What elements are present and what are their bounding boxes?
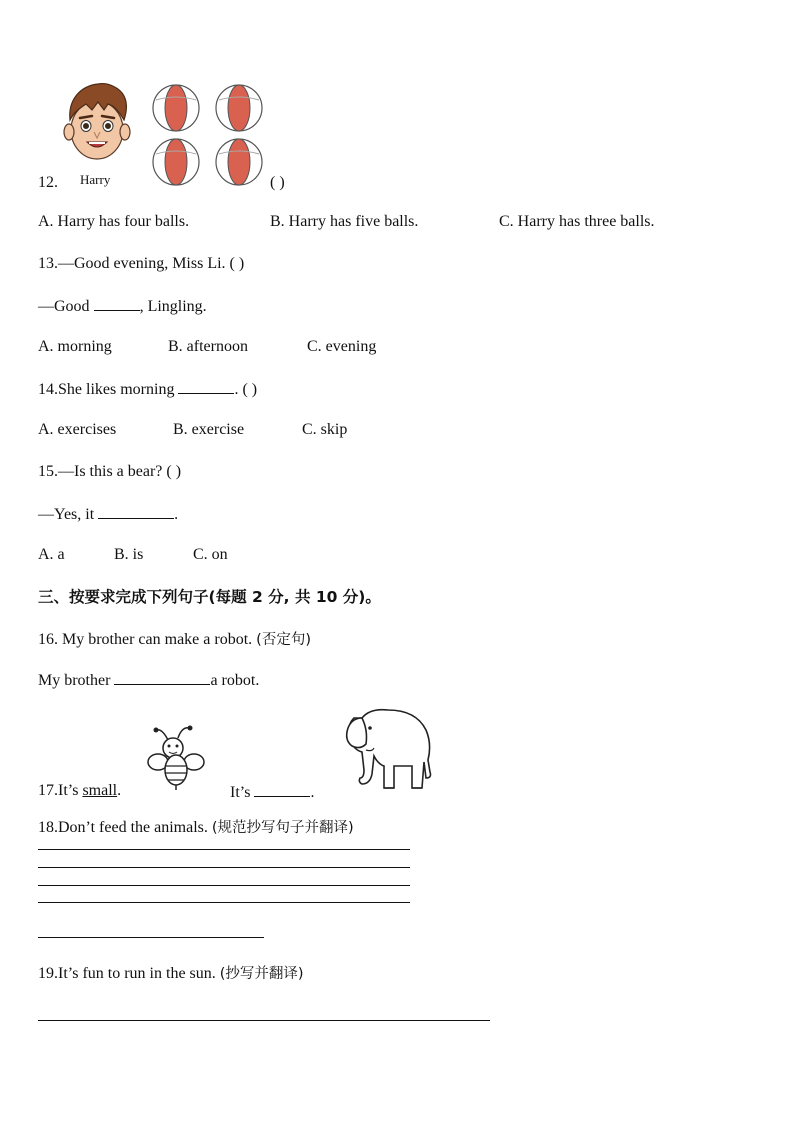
q17-second-suffix: . <box>310 784 315 801</box>
q17-after-underline: . <box>117 782 122 799</box>
q15-line2-prefix: —Yes, it <box>38 506 99 523</box>
q18-writing-line-3[interactable] <box>38 885 410 886</box>
q19-instruction: (抄写并翻译) <box>219 966 304 982</box>
question-12-answer-paren[interactable]: ( ) <box>270 174 285 191</box>
question-15-line-1: 15.—Is this a bear? ( ) <box>38 463 182 480</box>
boy-harry-illustration <box>58 80 136 162</box>
question-14-line <box>38 379 257 399</box>
q14-answer-blank[interactable] <box>178 379 234 394</box>
question-18-line <box>38 816 354 837</box>
q18-sentence: 18.Don’t feed the animals. <box>38 819 208 836</box>
q19-sentence: 19.It’s fun to run in the sun. <box>38 965 216 982</box>
q15-option-b[interactable]: B. is <box>114 546 144 563</box>
question-17-line <box>38 782 121 800</box>
q12-option-b[interactable]: B. Harry has five balls. <box>270 213 419 230</box>
q18-writing-line-1[interactable] <box>38 849 410 850</box>
q18-instruction: (规范抄写句子并翻译) <box>211 820 354 836</box>
boy-face-icon <box>58 80 136 162</box>
q13-line2-suffix: , Lingling. <box>139 298 207 315</box>
q17-prefix: 17.It’s <box>38 782 83 799</box>
question-17-second-part <box>230 782 314 802</box>
q16-answer-suffix: a robot. <box>210 672 260 689</box>
q17-underlined-word: small <box>82 782 118 799</box>
q12-option-a[interactable]: A. Harry has four balls. <box>38 213 190 230</box>
ball-icon <box>216 85 262 131</box>
bee-illustration <box>146 724 208 796</box>
q15-option-c[interactable]: C. on <box>193 546 228 563</box>
q13-line2-prefix: —Good <box>38 298 94 315</box>
q14-prefix: 14.She likes morning <box>38 381 179 398</box>
q16-sentence: 16. My brother can make a robot. <box>38 631 253 648</box>
q18-translation-line[interactable] <box>38 937 264 938</box>
q14-suffix: . ( ) <box>234 381 258 398</box>
q16-answer-prefix: My brother <box>38 672 115 689</box>
q18-writing-line-2[interactable] <box>38 867 410 868</box>
q17-second-prefix: It’s <box>230 784 255 801</box>
question-12-number: 12. <box>38 174 58 191</box>
q15-option-a[interactable]: A. a <box>38 546 65 563</box>
q14-option-a[interactable]: A. exercises <box>38 421 117 438</box>
question-13-line-1: 13.—Good evening, Miss Li. ( ) <box>38 255 245 272</box>
ball-icon <box>216 139 262 185</box>
question-16-answer-line <box>38 670 259 690</box>
q13-answer-blank[interactable] <box>94 296 140 311</box>
q15-line2-suffix: . <box>174 506 179 523</box>
q18-writing-line-4[interactable] <box>38 902 410 903</box>
q13-option-b[interactable]: B. afternoon <box>168 338 248 355</box>
bee-icon <box>146 724 208 796</box>
elephant-illustration <box>332 704 434 796</box>
q15-answer-blank[interactable] <box>98 504 174 519</box>
elephant-icon <box>332 704 434 796</box>
balls-group <box>152 84 266 188</box>
question-13-line-2 <box>38 296 207 316</box>
character-name-label: Harry <box>80 172 111 187</box>
q13-option-c[interactable]: C. evening <box>307 338 377 355</box>
ball-icon <box>153 85 199 131</box>
ball-icon <box>153 139 199 185</box>
question-19-line <box>38 962 304 983</box>
q12-option-c[interactable]: C. Harry has three balls. <box>499 213 655 230</box>
q14-option-b[interactable]: B. exercise <box>173 421 245 438</box>
q14-option-c[interactable]: C. skip <box>302 421 348 438</box>
section-3-heading: 三、按要求完成下列句子(每题 2 分, 共 10 分)。 <box>38 588 381 606</box>
q17-answer-blank[interactable] <box>254 782 310 797</box>
q19-writing-line[interactable] <box>38 1020 490 1021</box>
question-16-line <box>38 628 311 649</box>
q13-option-a[interactable]: A. morning <box>38 338 112 355</box>
question-15-line-2 <box>38 504 178 524</box>
q16-answer-blank[interactable] <box>114 670 210 685</box>
q16-instruction: (否定句) <box>256 632 311 648</box>
